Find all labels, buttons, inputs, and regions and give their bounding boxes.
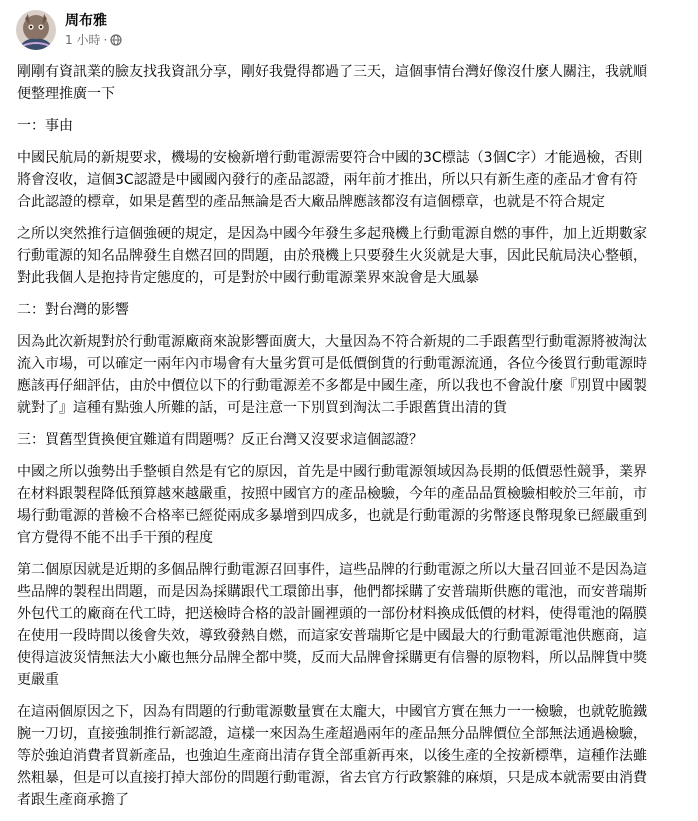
post-meta <box>65 12 122 48</box>
section-heading-2: 二：對台灣的影響 <box>17 302 129 318</box>
section-1-paragraph-2: 之所以突然推行這個強硬的規定，是因為中國今年發生多起飛機上行動電源自燃的事件，加上近期數家 行動電源的知名品牌發生自燃召回的問題，由於飛機上只要發生火災就是大事，因此民航局決心整頓， 對此我個人是抱持肯定態度的，可是對於中國行動電源業界來說會是大風暴 <box>17 226 647 286</box>
section-3-paragraph-3: 在這兩個原因之下，因為有問題的行動電源數量實在太龐大，中國官方實在無力一一檢驗，也就乾脆鐵 腕一刀切，直接強制推行新認證，這樣一來因為生產超過兩年的產品無分品牌價位全部無法通過檢驗， 等於強迫消費者買新產品，也強迫生產商出清存貨全部重新再來，以後生產的全按新標準，這種作法雖 然粗暴，但是可以直接打掉大部份的問題行動電源，省去官方行政繁雜的麻煩，只是成本就需要由消費 者跟生產商承擔了 <box>17 704 647 808</box>
avatar[interactable] <box>16 10 56 50</box>
section-heading-3: 三：買舊型貨換便宜難道有問題嗎？反正台灣又沒要求這個認證？ <box>17 432 423 448</box>
globe-icon[interactable] <box>110 34 122 46</box>
author-name[interactable]: 周布雅 <box>65 13 107 29</box>
section-1-paragraph-1: 中國民航局的新規要求，機場的安檢新增行動電源需要符合中國的3C標誌（3個C字）才能過檢，否則 將會沒收，這個3C認證是中國國內發行的產品認證，兩年前才推出，所以只有新生產的產品才會有符 合此認證的標章，如果是舊型的產品無論是否大廠品牌應該都沒有這個標章，也就是不符合規定 <box>17 150 643 210</box>
post-timestamp[interactable]: 1 小時 <box>65 33 101 47</box>
post-header <box>16 10 122 50</box>
separator-dot: · <box>103 33 108 47</box>
section-2-paragraph-1: 因為此次新規對於行動電源廠商來說影響面廣大，大量因為不符合新規的二手跟舊型行動電源將被淘汰 流入市場，可以確定一兩年內市場會有大量劣質可是低價倒貨的行動電源流通，各位今後買行動電源時 應該再仔細評估，由於中價位以下的行動電源差不多都是中國生產，所以我也不會說什麼『別買中國製 就對了』這種有點強人所難的話，可是注意一下別買到淘汰二手跟舊貨出清的貨 <box>17 334 647 416</box>
section-3-paragraph-2: 第二個原因就是近期的多個品牌行動電源召回事件，這些品牌的行動電源之所以大量召回並不是因為這 些品牌的製程出問題，而是因為採購跟代工環節出事，他們都採購了安普瑞斯供應的電池，而安普瑞斯 外包代工的廠商在代工時，把送檢時合格的設計圖裡頭的一部份材料換成低價的材料，使得電池的隔膜 在使用一段時間以後會失效，導致發熱自燃，而這家安普瑞斯它是中國最大的行動電源電池供應商，這 使得這波災情無法大小廠也無分品牌全都中獎，反而大品牌會採購更有信譽的原物料，所以品牌貨中獎 更嚴重 <box>17 562 647 688</box>
avatar-image <box>16 10 56 50</box>
post-intro: 剛剛有資訊業的臉友找我資訊分享，剛好我覺得都過了三天，這個事情台灣好像沒什麼人關注，我就順 便整理推廣一下 <box>17 64 647 102</box>
section-3-paragraph-1: 中國之所以強勢出手整頓自然是有它的原因，首先是中國行動電源領域因為長期的低價惡性競爭，業界 在材料跟製程降低預算越來越嚴重，按照中國官方的產品檢驗，今年的產品品質檢驗相較於三年前，市 場行動電源的普檢不合格率已經從兩成多暴增到四成多，也就是行動電源的劣幣逐良幣現象已經嚴重到 官方覺得不能不出手干預的程度 <box>17 464 647 546</box>
post-body <box>17 61 689 821</box>
post-subline <box>65 32 122 48</box>
section-heading-1: 一：事由 <box>17 118 73 134</box>
